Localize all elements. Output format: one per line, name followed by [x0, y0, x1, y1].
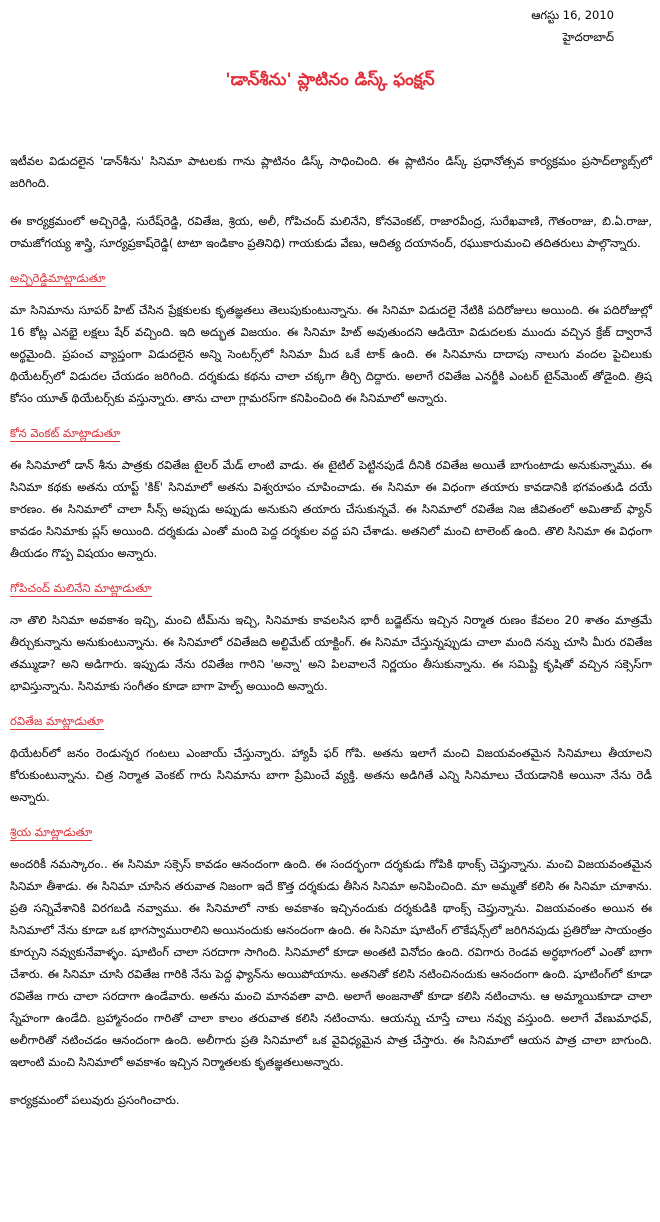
section-text: థియేటర్‌లో జనం రెండున్నర గంటలు ఎంజాయ్ చేస్తున్నారు. హ్యాపీ ఫర్ గోపి. అతను ఇలాగే మంచి విజయవంతమైన సినిమాలు తీయాలని కోరుకుంటున్నాను. చిత్ర నిర్మాత వెంకట్ గారు సినిమాను బాగా ప్రేమించే వ్యక్తి. అతను అడిగితే ఎన్ని సినిమాలు చేయడానికి అయినా నేను రెడీ అన్నారు. [10, 746, 652, 804]
speech-section [10, 824, 652, 1073]
speech-section [10, 580, 652, 697]
article-location: హైదరాబాద్ [562, 30, 614, 44]
section-text: మా సినిమాను సూపర్ హిట్ చేసిన ప్రేక్షకులకు కృతజ్ఞతలు తెలుపుకుంటున్నాను. ఈ సినిమా విడుదలై నేటికి పదిరోజులు అయింది. ఈ పదిరోజుల్లో 16 కోట్ల ఎనభై లక్షలు షేర్ వచ్చింది. ఇది అద్భుత విజయం. ఈ సినిమా హిట్ అవుతుందని ఆడియో విడుదలకు ముందు వచ్చిన క్రేజ్ ద్వారానే అర్థమైంది. ప్రపంచ వ్యాప్తంగా విడుదలైన అన్ని సెంటర్స్‌లో సినిమా మీద ఒకే టాక్ ఉంది. ఈ సినిమాను దాదాపు నాలుగు వందల పైచిలుకు థియేటర్స్‌లో విడుదల చేయడం జరిగింది. దర్శకుడు కథను చాలా చక్కగా తీర్చి దిద్దారు. అలాగే రవితేజ ఎనర్జీకి ఎంటర్ టైన్‌మెంట్ తోడైంది. త్రిష కోసం యూత్ థియేటర్స్‌కు వస్తున్నారు. తాను చాలా గ్లామరస్‌గా కనిపించింది ఈ సినిమాలో అన్నారు. [10, 303, 652, 405]
section-text: ఈ సినిమాలో డాన్ శీను పాత్రకు రవితేజ టైలర్ మేడ్ లాంటి వాడు. ఈ టైటిల్ పెట్టినపుడే దీనికి రవితేజ అయితే బాగుంటాడు అనుకున్నాము. ఈ సినిమా కథకు అతను యాప్ట్ 'కిక్' సినిమాలో అతను విశ్వరూపం చూపించాడు. ఈ సినిమా ఈ విధంగా తయారు కావడానికి భగవంతుడి దయే కారణం. ఈ సినిమాలో చాలా సీన్స్ అప్పుడు అప్పుడు అనుకుని తయారు చేసుకున్నవే. ఈ సినిమాలో రవితేజ నిజ జీవితంలో అమితాబ్ ఫ్యాన్ కావడం సినిమాకు ప్లస్ అయింది. దర్శకుడు ఎంతో మంది పెద్ద దర్శకుల వద్ద పని చేశాడు. అతనిలో మంచి టాలెంట్ ఉంది. తొలి సినిమా ఈ విధంగా తీయడం గొప్ప విషయం అన్నారు. [10, 458, 652, 560]
closing-paragraph: కార్యక్రమంలో పలువురు ప్రసంగించారు. [10, 1093, 180, 1107]
intro-paragraph: ఇటీవల విడుదలైన 'డాన్‌శీను' సినిమా పాటలకు గాను ప్లాటినం డిస్క్ సాధించింది. ఈ ప్లాటినం డిస్క్ ప్రధానోత్సవ కార్యక్రమం ప్రసాద్‌ల్యాబ్స్‌లో జరిగింది. [10, 154, 652, 190]
speech-section [10, 425, 652, 564]
article-title: 'డాన్‌శీను' ప్లాటినం డిస్క్ ఫంక్షన్ [225, 70, 435, 90]
article-date: ఆగస్టు 16, 2010 [531, 8, 614, 22]
section-heading: గోపిచంద్ మలినేని మాట్లాడుతూ [10, 581, 152, 595]
attendees-paragraph: ఈ కార్యక్రమంలో అచ్చిరెడ్డి, సురేష్‌రెడ్డి, రవితేజ, శ్రియ, అలీ, గోపిచంద్ మలినేని, కోనవెంకట్, రాజారవీంద్ర, సురేఖవాణి, గౌతంరాజు, బి.ఏ.రాజు, రామజోగయ్య శాస్త్రి, సూర్యప్రకాష్‌రెడ్డి( టాటా ఇండికాం ప్రతినిధి) గాయకుడు వేణు, ఆదిత్య దయానంద్, రఘుకారుమంచి తదితరులు పాల్గొన్నారు. [10, 214, 652, 250]
speech-section [10, 713, 652, 808]
article-body [10, 150, 652, 1127]
section-heading: అచ్చిరెడ్డిమాట్లాడుతూ [10, 271, 106, 285]
section-text: నా తొలి సినిమా అవకాశం ఇచ్చి, మంచి టీమ్‌ను ఇచ్చి, సినిమాకు కావలసిన భారీ బడ్జెట్‌ను ఇచ్చిన నిర్మాత రుణం కేవలం 20 శాతం మాత్రమే తీర్చుకున్నాను అనుకుంటున్నాను. ఈ సినిమాలో రవితేజది అల్టిమేట్ యాక్టింగ్. ఈ సినిమా చేస్తున్నప్పుడు చాలా మంది నన్ను చూసి మీరు రవితేజ తమ్ముడా? అని అడిగారు. ఇప్పుడు నేను రవితేజ గారిని 'అన్నా' అని పిలవాలనే నిర్ణయం తీసుకున్నాను. ఈ సమిష్టి కృషితో వచ్చిన సక్సెస్‌గా భావిస్తున్నాను. సినిమాకు సంగీతం కూడా బాగా హెల్ప్ అయింది అన్నారు. [10, 613, 652, 693]
section-heading: కోన వెంకట్ మాట్లాడుతూ [10, 426, 121, 440]
section-text: అందరికీ నమస్కారం.. ఈ సినిమా సక్సెస్ కావడం ఆనందంగా ఉంది. ఈ సందర్భంగా దర్శకుడు గోపికి థాంక్స్ చెప్తున్నాను. మంచి విజయవంతమైన సినిమా తీశాడు. ఈ సినిమా చూసిన తరువాత నిజంగా ఇదే కొత్త దర్శకుడు తీసిన సినిమా అనిపించింది. మా అమ్మతో కలిసి ఈ సినిమా చూశాను. ప్రతి సన్నివేశానికి విరగబడి నవ్వాము. ఈ సినిమాలో నాకు అవకాశం ఇచ్చినందుకు దర్శకుడికి థాంక్స్ చెప్తున్నాను. విజయవంతం అయిన ఈ సినిమాలో నేను కూడా ఒక భాగస్వామురాలిని అయినందుకు ఆనందంగా ఉంది. ఈ సినిమా షూటింగ్ లొకేషన్స్‌లో జరిగినపుడు ప్రతిరోజు సాయంత్రం కూర్చుని నవ్వుకునేవాళ్ళం. షూటింగ్ చాలా సరదాగా సాగింది. సినిమాలో కూడా అంతటి వినోదం ఉంది. రవిగారు రెండవ అర్ధభాగంలో ఎంతో బాగా చేశారు. ఈ సినిమా చూసి రవితేజ గారికి నేను పెద్ద ఫ్యాన్‌ను అయిపోయాను. అతనితో కలిసి నటించినందుకు ఆనందంగా ఉంది. షూటింగ్‌లో కూడా రవితేజ గారు చాలా సరదాగా ఉండేవారు. అతను మంచి మానవతా వాది. అలాగే అంజనాతో కూడా కలిసి నటించాను. ఆ అమ్మాయికూడా చాలా స్నేహంగా ఉండేది. బ్రహ్మానందం గారితో చాలా కాలం తరువాత కలిసి నటించాను. ఆయన్ను చూస్తే చాలు నవ్వు వస్తుంది. అలాగే వేణుమాధవ్, అలీగారితో నటించడం ఆనందంగా ఉంది. అలీగారు ప్రతి సినిమాలో ఒక వైవిధ్యమైన పాత్ర చేస్తారు. ఈ సినిమాలో ఆయన పాత్ర చాలా బాగుంది. ఇలాంటి మంచి సినిమాలో అవకాశం ఇచ్చిన నిర్మాతలకు కృతజ్ఞతలుఅన్నారు. [10, 857, 652, 1069]
speech-section [10, 270, 652, 409]
section-heading: శ్రియ మాట్లాడుతూ [10, 825, 93, 839]
section-heading: రవితేజ మాట్లాడుతూ [10, 714, 104, 728]
